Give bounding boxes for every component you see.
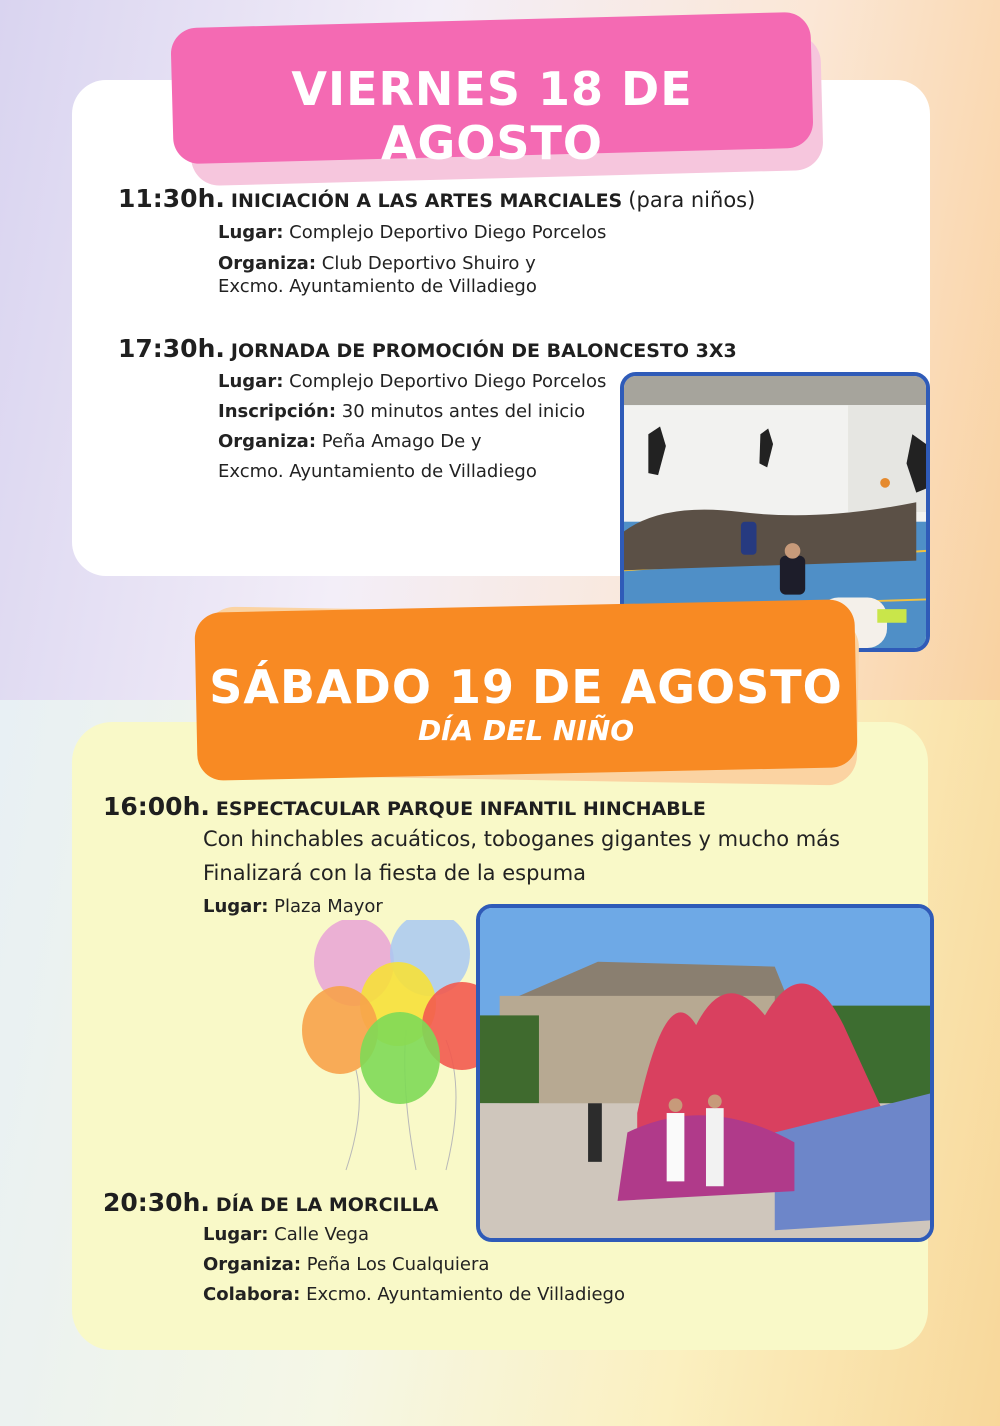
lugar-label: Lugar: (218, 371, 284, 392)
event-inflatable-desc-1: Con hinchables acuáticos, toboganes gigantes y mucho más (203, 827, 840, 851)
event-morcilla-organiza (203, 1254, 489, 1275)
event-name: JORNADA DE PROMOCIÓN DE BALONCESTO 3X3 (230, 340, 737, 362)
colabora-label: Colabora: (203, 1284, 301, 1305)
event-inflatable-park-heading (103, 792, 706, 821)
plaza-inflatable-image (480, 908, 930, 1238)
event-time: 11:30h. (118, 184, 225, 213)
event-morcilla-colabora (203, 1284, 625, 1305)
event-basketball-organiza-2: Excmo. Ayuntamiento de Villadiego (218, 461, 537, 482)
saturday-subtitle: DÍA DEL NIÑO (417, 714, 635, 747)
organiza-value: Peña Los Cualquiera (306, 1254, 490, 1275)
event-basketball-lugar (218, 371, 606, 392)
organiza-value: Club Deportivo Shuiro y (321, 253, 536, 274)
inscripcion-value: 30 minutos antes del inicio (341, 401, 586, 422)
event-time: 20:30h. (103, 1188, 210, 1217)
event-martial-arts-organiza-2: Excmo. Ayuntamiento de Villadiego (218, 276, 537, 297)
lugar-label: Lugar: (203, 1224, 269, 1245)
event-basketball-organiza (218, 431, 482, 452)
organiza-label: Organiza: (218, 253, 317, 274)
lugar-label: Lugar: (218, 222, 284, 243)
lugar-value: Complejo Deportivo Diego Porcelos (289, 222, 607, 243)
event-name: ESPECTACULAR PARQUE INFANTIL HINCHABLE (215, 798, 706, 820)
lugar-value: Calle Vega (274, 1224, 369, 1245)
event-time: 17:30h. (118, 334, 225, 363)
event-name: DÍA DE LA MORCILLA (215, 1194, 439, 1216)
event-inflatable-desc-2: Finalizará con la fiesta de la espuma (203, 861, 587, 885)
colabora-value: Excmo. Ayuntamiento de Villadiego (306, 1284, 625, 1305)
event-inflatable-lugar (203, 896, 383, 917)
lugar-value: Plaza Mayor (274, 896, 383, 917)
event-time: 16:00h. (103, 792, 210, 821)
organiza-value: Peña Amago De y (321, 431, 482, 452)
inscripcion-label: Inscripción: (218, 401, 337, 422)
friday-banner (172, 20, 812, 170)
event-basketball-heading (118, 334, 737, 363)
inflatable-photo (476, 904, 934, 1242)
organiza-label: Organiza: (203, 1254, 302, 1275)
event-morcilla-lugar (203, 1224, 369, 1245)
organiza-label: Organiza: (218, 431, 317, 452)
event-morcilla-heading (103, 1188, 439, 1217)
event-basketball-inscripcion (218, 401, 585, 422)
lugar-value: Complejo Deportivo Diego Porcelos (289, 371, 607, 392)
event-martial-arts-organiza (218, 253, 536, 274)
saturday-banner (196, 606, 856, 774)
friday-title: VIERNES 18 DE AGOSTO (291, 62, 693, 170)
lugar-label: Lugar: (203, 896, 269, 917)
event-martial-arts-heading (118, 184, 755, 213)
event-name: INICIACIÓN A LAS ARTES MARCIALES (230, 190, 623, 212)
event-note: (para niños) (628, 188, 756, 212)
saturday-title: SÁBADO 19 DE AGOSTO (209, 660, 843, 714)
event-martial-arts-lugar (218, 222, 606, 243)
